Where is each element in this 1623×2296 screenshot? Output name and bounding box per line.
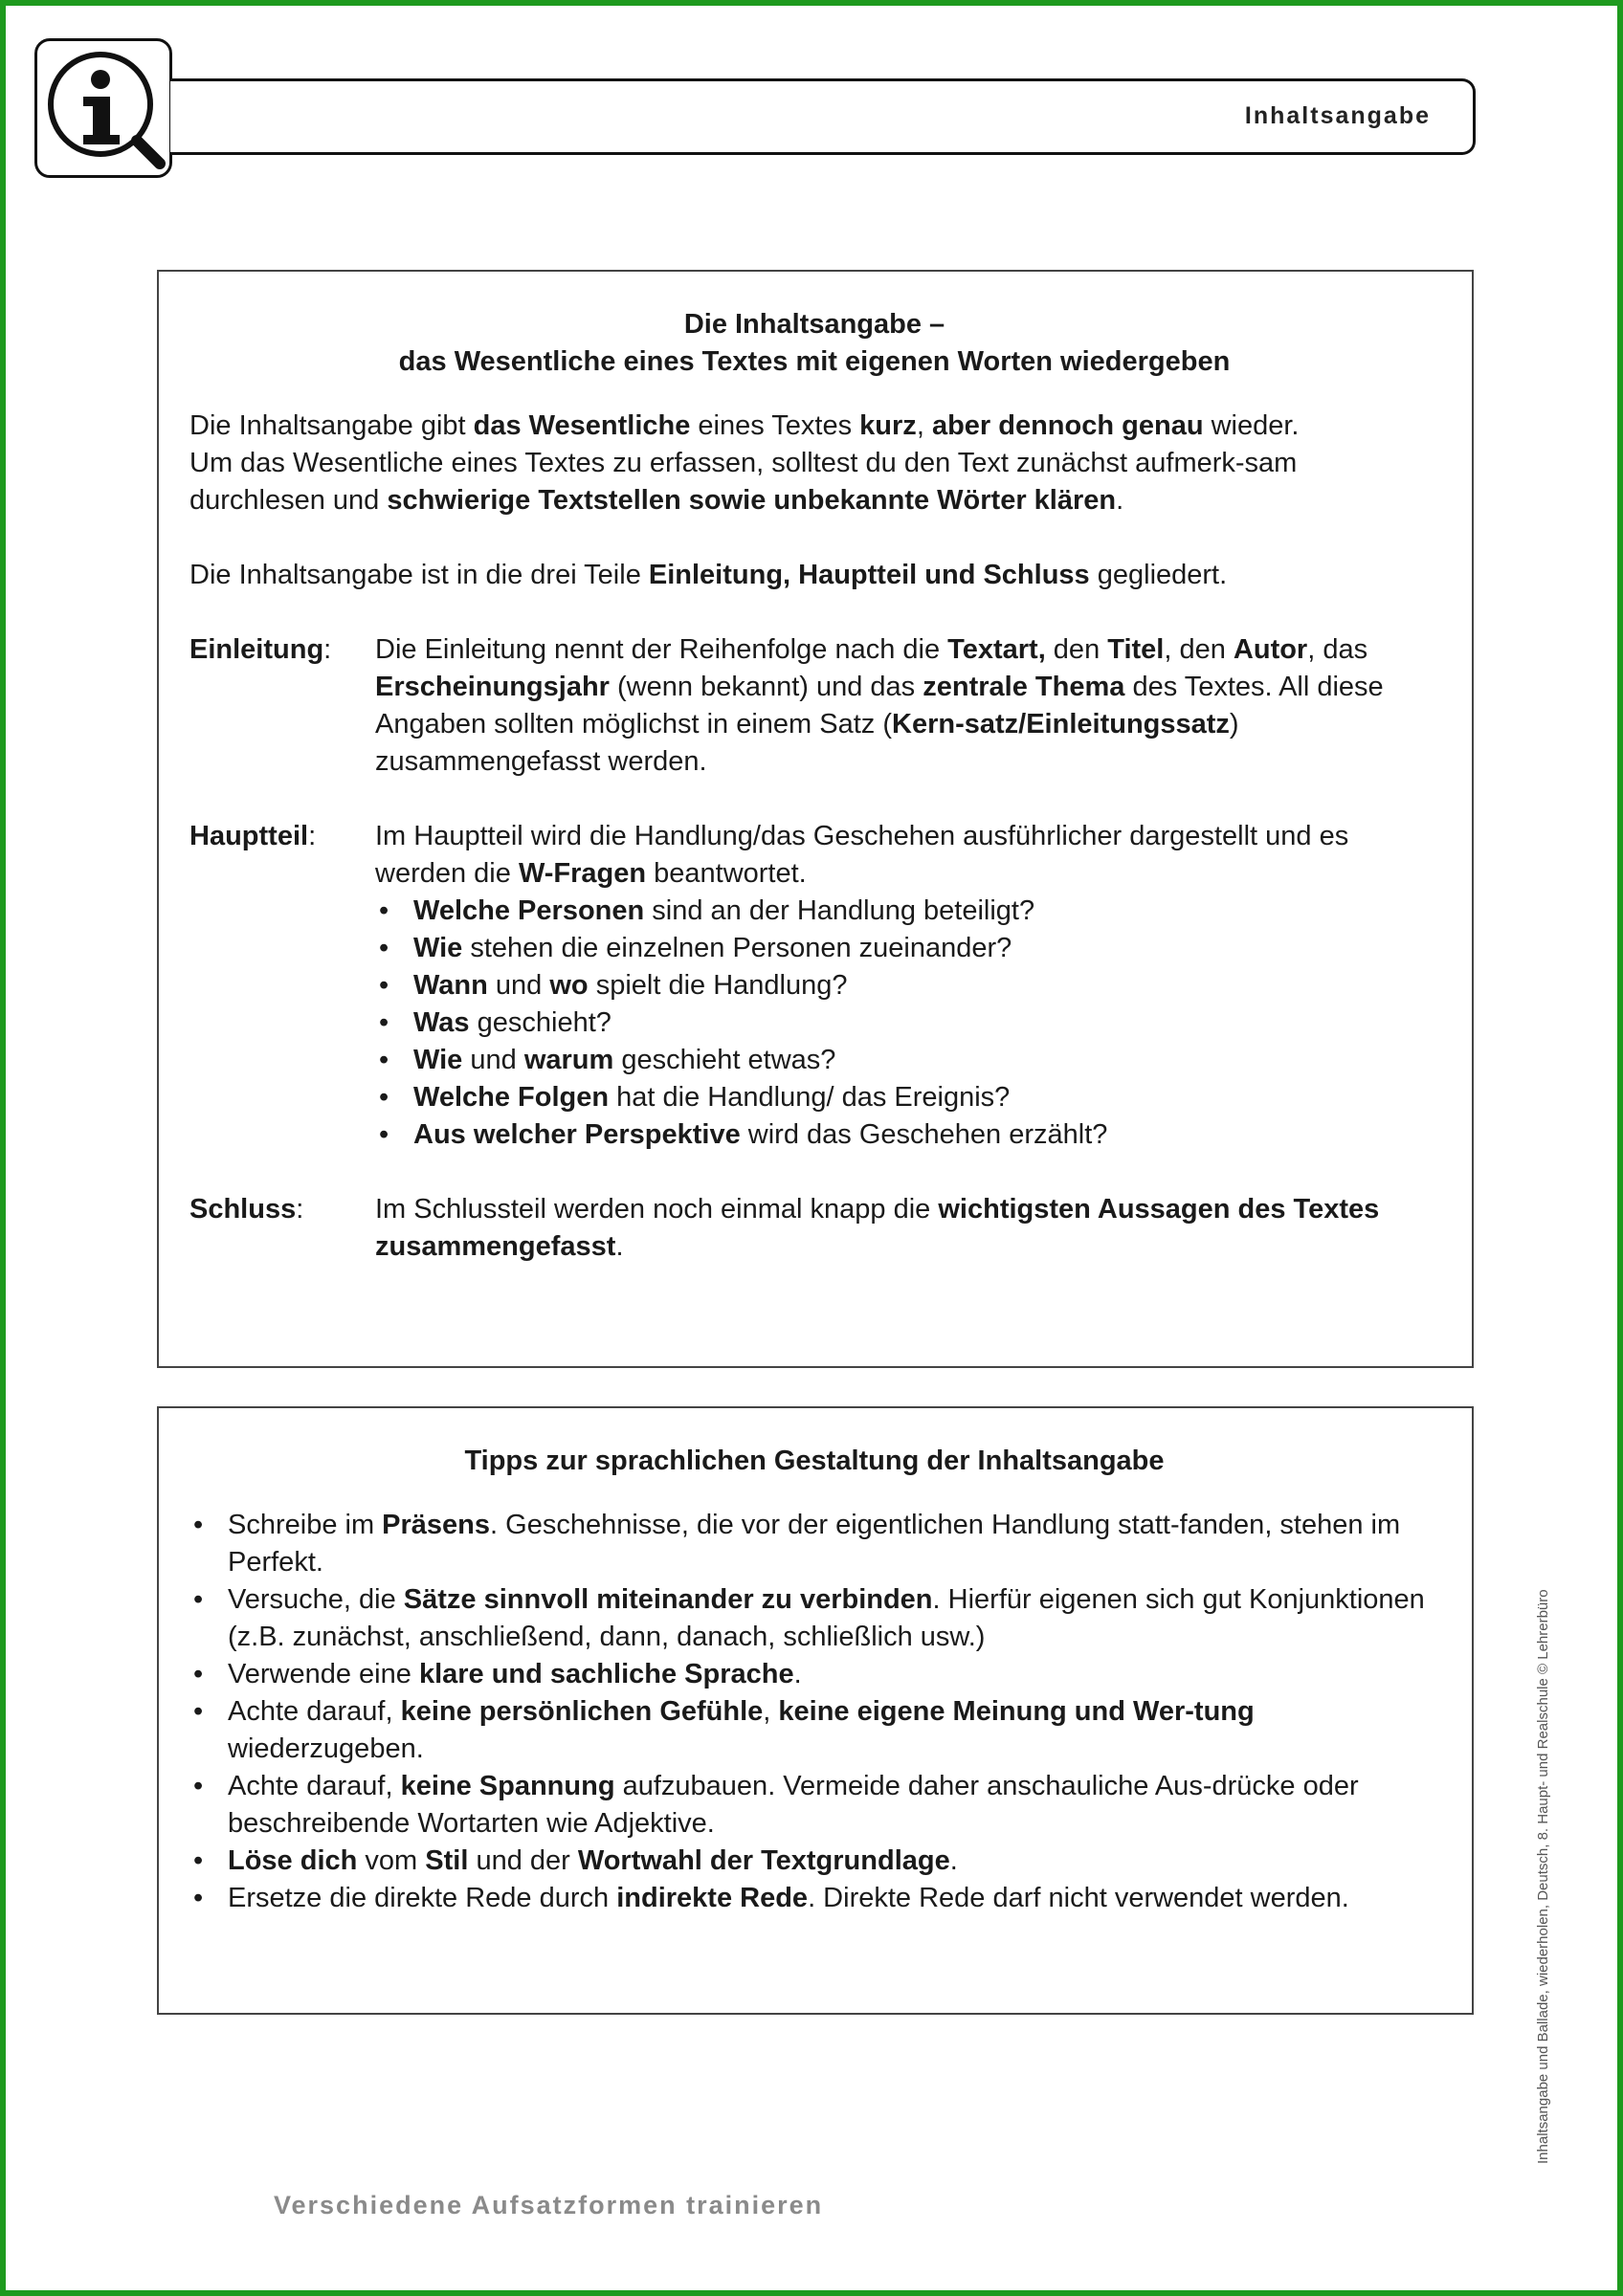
list-item: • Aus welcher Perspektive wird das Geschehen erzählt? xyxy=(375,1116,1439,1154)
definition-hauptteil-text: Im Hauptteil wird die Handlung/das Geschehen ausführlicher dargestellt und es werden die W-Fragen beantwortet. • Welche Personen sind an der Handlung beteiligt? • Wie stehen die einzelnen Personen zueinander? • Wann und wo spielt die Handlung? • Was geschieht? • Wie und warum geschieht etwas? • Welche Folgen hat die Handlung/ das Ereignis? • Aus welcher Perspektive wird das Geschehen erzählt? xyxy=(375,818,1439,1154)
list-item: • Ersetze die direkte Rede durch indirekte Rede. Direkte Rede darf nicht verwendet werden. xyxy=(189,1880,1439,1917)
list-item: • Verwende eine klare und sachliche Sprache. xyxy=(189,1656,1439,1693)
box2-title: Tipps zur sprachlichen Gestaltung der Inhaltsangabe xyxy=(464,1446,1165,1476)
list-item: • Welche Personen sind an der Handlung beteiligt? xyxy=(375,893,1439,930)
logo xyxy=(34,38,172,178)
tips-list xyxy=(189,1507,1439,1917)
list-item: • Wie stehen die einzelnen Personen zueinander? xyxy=(375,930,1439,967)
list-item: • Wie und warum geschieht etwas? xyxy=(375,1042,1439,1079)
footer-text: Verschiedene Aufsatzformen trainieren xyxy=(274,2191,824,2219)
term-schluss: Schluss: xyxy=(189,1194,304,1225)
list-item: • Wann und wo spielt die Handlung? xyxy=(375,967,1439,1004)
definition-einleitung-text: Die Einleitung nennt der Reihenfolge nach die Textart, den Titel, den Autor, das Erscheinungsjahr (wenn bekannt) und das zentrale Thema des Textes. All diese Angaben sollten möglichst in einem Satz (Kern-satz/Einleitungssatz) zusammengefasst werden. xyxy=(375,634,1384,777)
copyright-side-note: Inhaltsangabe und Ballade, wiederholen, Deutsch, 8. Haupt- und Realschule © Lehrerbüro xyxy=(1535,1589,1551,2164)
header-title: Inhaltsangabe xyxy=(1244,102,1431,129)
info-magnifier-icon xyxy=(43,47,169,173)
w-fragen-list xyxy=(375,893,1439,1154)
list-item: • Löse dich vom Stil und der Wortwahl der Textgrundlage. xyxy=(189,1843,1439,1880)
intro-paragraph-1: Die Inhaltsangabe gibt das Wesentliche eines Textes kurz, aber dennoch genau wieder. xyxy=(189,410,1300,441)
list-item: • Achte darauf, keine persönlichen Gefühle, keine eigene Meinung und Wer-tung wiederzugeben. xyxy=(189,1693,1439,1768)
definition-schluss xyxy=(189,1191,1439,1266)
definition-hauptteil xyxy=(189,818,1439,1154)
definition-schluss-text: Im Schlussteil werden noch einmal knapp die wichtigsten Aussagen des Textes zusammengefasst. xyxy=(375,1194,1380,1262)
definition-einleitung xyxy=(189,631,1439,781)
list-item: • Was geschieht? xyxy=(375,1004,1439,1042)
info-box-inhaltsangabe xyxy=(157,270,1474,1368)
box1-title: Die Inhaltsangabe – das Wesentliche eines Textes mit eigenen Worten wiedergeben xyxy=(398,309,1231,377)
intro-paragraph-3: Die Inhaltsangabe ist in die drei Teile Einleitung, Hauptteil und Schluss gegliedert. xyxy=(189,560,1228,590)
term-einleitung: Einleitung: xyxy=(189,634,332,665)
list-item: • Achte darauf, keine Spannung aufzubauen. Vermeide daher anschauliche Aus-drücke oder beschreibende Wortarten wie Adjektive. xyxy=(189,1768,1439,1843)
header-bar xyxy=(170,78,1476,155)
list-item: • Welche Folgen hat die Handlung/ das Ereignis? xyxy=(375,1079,1439,1116)
term-hauptteil: Hauptteil: xyxy=(189,821,317,851)
list-item: • Schreibe im Präsens. Geschehnisse, die vor der eigentlichen Handlung statt-fanden, stehen im Perfekt. xyxy=(189,1507,1439,1581)
tips-box xyxy=(157,1406,1474,2015)
list-item: • Versuche, die Sätze sinnvoll miteinander zu verbinden. Hierfür eigenen sich gut Konjunktionen (z.B. zunächst, anschließend, dann, danach, schließlich usw.) xyxy=(189,1581,1439,1656)
intro-paragraph-2: Um das Wesentliche eines Textes zu erfassen, solltest du den Text zunächst aufmerk-sam durchlesen und schwierige Textstellen sowie unbekannte Wörter klären. xyxy=(189,448,1298,516)
